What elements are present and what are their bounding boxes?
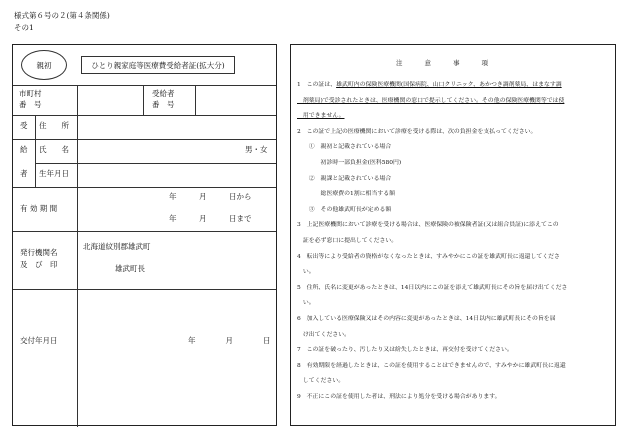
note-line <box>297 98 609 106</box>
note-text: ① 親初と記載されている場合 <box>297 144 392 151</box>
issue-date-label: 交付年月日 <box>20 336 58 345</box>
col-divider <box>77 115 78 187</box>
note-line <box>297 160 609 168</box>
note-text: ③ その他雄武町長が定める額 <box>297 206 392 213</box>
stamp-text: 親初 <box>36 60 52 70</box>
note-line <box>297 394 609 402</box>
note-text: 総医療費の1割に相当する額 <box>297 191 395 198</box>
col-divider <box>77 85 78 115</box>
note-line <box>297 144 609 152</box>
issuer-address: 北海道紋別郡雄武町 <box>83 242 151 251</box>
note-line <box>297 347 609 355</box>
note-text-underlined: 用できません。 <box>297 113 345 120</box>
note-line <box>297 222 609 230</box>
certificate-form <box>12 44 277 426</box>
note-text: 2 この証で上記の医療機関において診療を受ける際は、次の負担金を支払ってください。 <box>297 128 537 135</box>
recipient-vertical-3: 者 <box>20 169 28 178</box>
note-text: してください。 <box>297 378 345 385</box>
note-line <box>297 207 609 215</box>
row-divider <box>13 231 276 232</box>
name-label: 氏 名 <box>39 145 69 154</box>
note-line <box>297 363 609 371</box>
recipient-number-label-2: 番 号 <box>152 100 175 109</box>
note-line <box>297 113 609 121</box>
stamp-circle <box>21 50 67 80</box>
issuer-label: 発行機関名 <box>20 248 58 257</box>
col-divider <box>35 115 36 187</box>
note-text: 4 転出等により受給者の資格がなくなったときは、すみやかにこの証を雄武町長に返還してくださ <box>297 253 560 260</box>
note-text: 1 この証は、 <box>297 82 337 88</box>
note-line <box>297 332 609 340</box>
row-divider <box>13 115 276 116</box>
note-text: 9 不正にこの証を使用した者は、刑法により処分を受ける場合があります。 <box>297 394 501 400</box>
note-text: い。 <box>297 269 315 276</box>
note-line <box>297 176 609 184</box>
col-divider <box>77 187 78 427</box>
issue-date-value: 年 月 日 <box>188 336 271 345</box>
note-text: 証を必ず窓口に提出してください。 <box>297 238 398 244</box>
recipient-vertical-1: 受 <box>20 121 28 130</box>
validity-label: 有 効 期 間 <box>20 204 58 213</box>
note-line <box>297 285 609 293</box>
note-text: 5 住所、氏名に変更があったときは、14日以内にこの証を添えて雄武町長にその旨を届け出てくださ <box>297 284 568 291</box>
notes-title: 注意事項 <box>396 59 510 67</box>
note-line <box>297 191 609 199</box>
address-label: 住 所 <box>39 121 69 130</box>
recipient-number-label: 受給者 <box>152 89 175 98</box>
municipality-label: 市町村 <box>19 89 42 98</box>
note-line <box>297 254 609 262</box>
note-text: 8 有効期限を経過したときは、この証を使用することはできませんので、すみやかに雄武町長に返還 <box>297 362 566 369</box>
note-text-underlined: 剤薬局)で受診されたときは、医療機関の窓口で提示してください。その他の保険医療機関等では使 <box>297 97 565 104</box>
note-text: 初診時一部負担金(医科580円) <box>297 160 402 166</box>
row-divider <box>13 139 276 140</box>
note-text-underlined: 雄武町内の保険医療機関(国保病院、山口クリニック、あかつき調剤薬局、はまなす調 <box>336 82 562 88</box>
notes-panel <box>290 44 616 426</box>
note-line <box>297 316 609 324</box>
row-divider <box>13 289 276 290</box>
validity-to: 年 月 日まで <box>169 214 252 223</box>
row-divider <box>13 85 276 86</box>
note-line <box>297 269 609 277</box>
note-text: 3 上記医療機関において診療を受ける場合は、医療保険の被保険者証(又は組合員証)に添えてこの <box>297 222 559 229</box>
validity-from: 年 月 日から <box>169 192 252 201</box>
note-text: い。 <box>297 300 315 307</box>
note-line <box>297 82 609 90</box>
note-line <box>297 238 609 246</box>
row-divider <box>35 163 276 164</box>
col-divider <box>143 85 144 115</box>
recipient-vertical-2: 給 <box>20 145 28 154</box>
birthdate-label: 生年月日 <box>39 169 69 178</box>
form-number: 様式第６号の２(第４条関係) <box>14 11 110 20</box>
col-divider <box>195 85 196 115</box>
row-divider <box>13 187 276 188</box>
note-line <box>297 129 609 137</box>
issuer-name: 雄武町長 <box>115 264 145 273</box>
municipality-label-2: 番 号 <box>19 100 42 109</box>
note-text: 6 加入している医療保険又はその内容に変更があったときは、14日以内に雄武町長にその旨を届 <box>297 316 556 322</box>
certificate-title: ひとり親家庭等医療費受給者証(拡大分) <box>81 56 235 74</box>
note-text: 7 この証を破ったり、汚したり又は紛失したときは、再交付を受けてください。 <box>297 347 513 354</box>
note-text: ② 親課と記載されている場合 <box>297 175 392 182</box>
note-text: け出てください。 <box>297 331 351 338</box>
gender-field: 男・女 <box>245 145 268 154</box>
note-line <box>297 378 609 386</box>
note-line <box>297 300 609 308</box>
issuer-label-2: 及 び 印 <box>20 260 58 269</box>
sub-label: その1 <box>14 23 34 32</box>
